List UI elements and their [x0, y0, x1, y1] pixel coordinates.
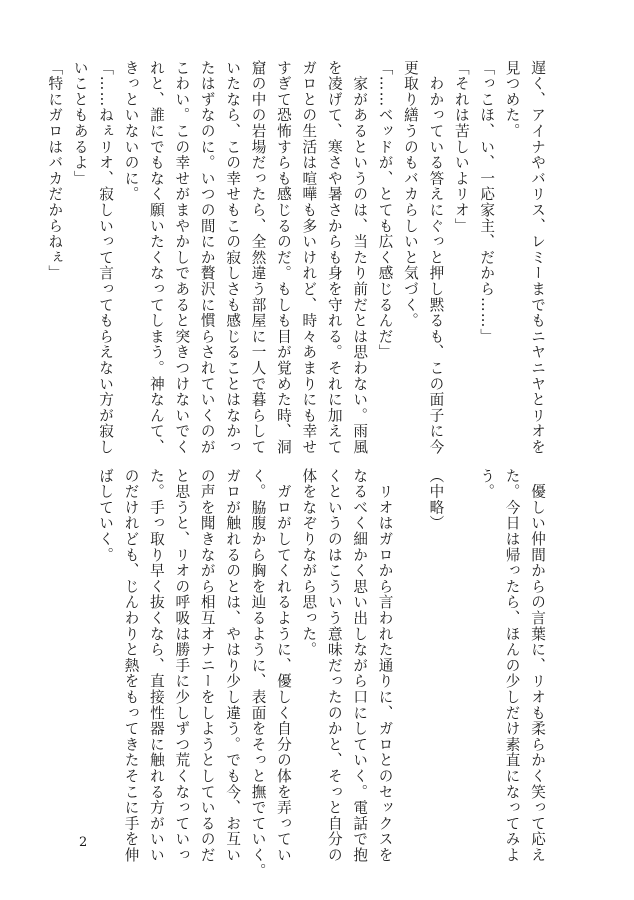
text-line: リオはガロから言われた通りに、ガロとのセックスを [376, 468, 394, 863]
text-line: 家があるというのは、当たり前だとは思わない。雨風 [351, 60, 369, 455]
text-line: 窟の中の岩場だったら、全然違う部屋に一人で暮らして [249, 60, 267, 455]
top-text-block [46, 60, 550, 455]
text-line: いたなら、この幸せもこの寂しさも感じることはなかっ [224, 60, 242, 455]
text-line: う。 [478, 468, 496, 500]
text-line: 「特にガロはバカだからねぇ」 [46, 60, 64, 282]
text-line: ガロとの生活は喧嘩も多いけれど、時々あまりにも幸せ [300, 60, 318, 455]
text-line: 「……ベッドが、とても広く感じるんだ」 [376, 60, 394, 361]
text-line: 見つめた。 [503, 60, 521, 139]
section-break-marker: （中略） [427, 468, 445, 532]
text-line: のだけれども、じんわりと熱をもってきたそこに手を伸 [122, 468, 140, 863]
text-line: くというのはこういう意味だったのかと、そっと自分の [325, 468, 343, 863]
text-line: ガロが触れるのとは、やはり少し違う。でも今、お互い [224, 468, 242, 863]
text-line: れと、誰にでもなく願いたくなってしまう。神なんて、 [147, 60, 165, 455]
text-line: いこともあるよ」 [71, 60, 89, 187]
text-line: 「っこほ、い、一応家主、だから……」 [478, 60, 496, 345]
text-line: たはずなのに。いつの間にか贅沢に慣らされていくのが [198, 60, 216, 455]
blank-line [398, 468, 423, 828]
text-line: きっといないのに。 [122, 60, 140, 203]
text-line: た。手っ取り早く抜くなら、直接性器に触れる方がいい [147, 468, 165, 863]
bottom-text-block [90, 468, 550, 879]
blank-line [448, 468, 473, 828]
text-line: ばしていく。 [97, 468, 115, 563]
page-number: 2 [79, 835, 88, 850]
text-line: と思うと、リオの呼吸は勝手に少しずつ荒くなっていっ [173, 468, 191, 863]
text-line: 「……ねぇリオ、寂しいって言ってもらえない方が寂し [97, 60, 115, 455]
text-line: を凌げて、寒さや暑さからも身を守れる。それに加えて [325, 60, 343, 455]
text-line: ガロがしてくれるように、優しく自分の体を弄ってい [274, 468, 292, 863]
text-line: く。脇腹から胸を辿るように、表面をそっと撫でていく。 [249, 468, 267, 879]
text-line: 体をなぞりながら思った。 [300, 468, 318, 658]
text-line: の声を聞きながら相互オナニーをしようとしているのだ [198, 468, 216, 863]
text-line: わかっている答えにぐっと押し黙るも、この面子に今 [427, 60, 445, 455]
text-line: 「それは苦しいよリオ」 [452, 60, 470, 234]
text-line: 遅く、アイナやバリス、レミーまでもニヤニヤとリオを [529, 60, 546, 455]
text-line: こわい。この幸せがまやかしであると突きつけないでく [173, 60, 191, 455]
text-line: なるべく細かく思い出しながら口にしていく。電話で抱 [351, 468, 369, 863]
text-line: 更取り繕うのもバカらしいと気づく。 [401, 60, 419, 329]
text-line: すぎて恐怖すらも感じるのだ。もしも目が覚めた時、洞 [274, 60, 292, 455]
text-line: た。今日は帰ったら、ほんの少しだけ素直になってみよ [503, 468, 521, 863]
text-line: 優しい仲間からの言葉に、リオも柔らかく笑って応え [529, 468, 546, 863]
